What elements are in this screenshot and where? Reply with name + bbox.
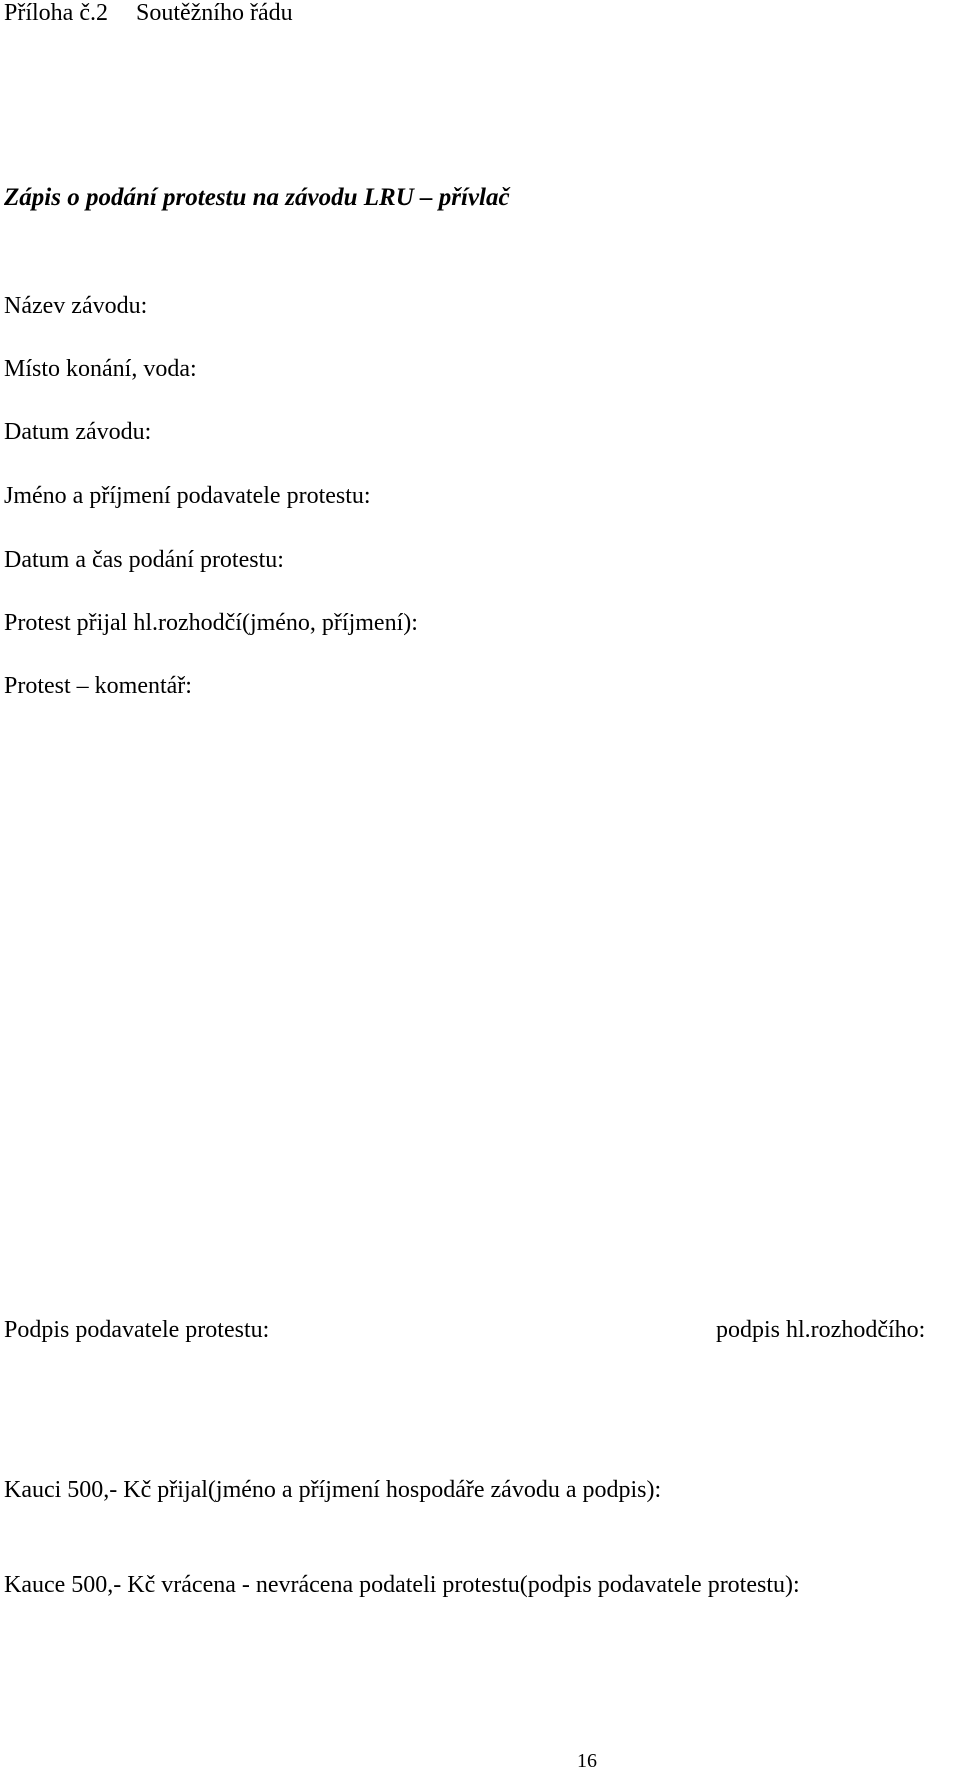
page-number: 16 (577, 1750, 597, 1772)
referee-signature-label: podpis hl.rozhodčího: (716, 1317, 926, 1343)
field-protest-comment: Protest – komentář: (4, 673, 192, 699)
deposit-returned-line: Kauce 500,- Kč vrácena - nevrácena podateli protestu(podpis podavatele protestu): (4, 1572, 800, 1598)
page-header (4, 1, 293, 25)
submitter-signature-label: Podpis podavatele protestu: (4, 1317, 270, 1343)
field-submitter-name: Jméno a příjmení podavatele protestu: (4, 483, 371, 509)
field-race-date: Datum závodu: (4, 419, 152, 445)
attachment-label: Příloha č.2 (4, 0, 108, 26)
deposit-received-line: Kauci 500,- Kč přijal(jméno a příjmení hospodáře závodu a podpis): (4, 1477, 662, 1503)
rules-label: Soutěžního řádu (135, 0, 293, 26)
field-race-name: Název závodu: (4, 293, 148, 319)
field-referee-received: Protest přijal hl.rozhodčí(jméno, příjmení): (4, 610, 418, 636)
document-title: Zápis o podání protestu na závodu LRU – přívlač (4, 184, 510, 211)
field-venue-water: Místo konání, voda: (4, 356, 197, 382)
field-submission-datetime: Datum a čas podání protestu: (4, 547, 284, 573)
